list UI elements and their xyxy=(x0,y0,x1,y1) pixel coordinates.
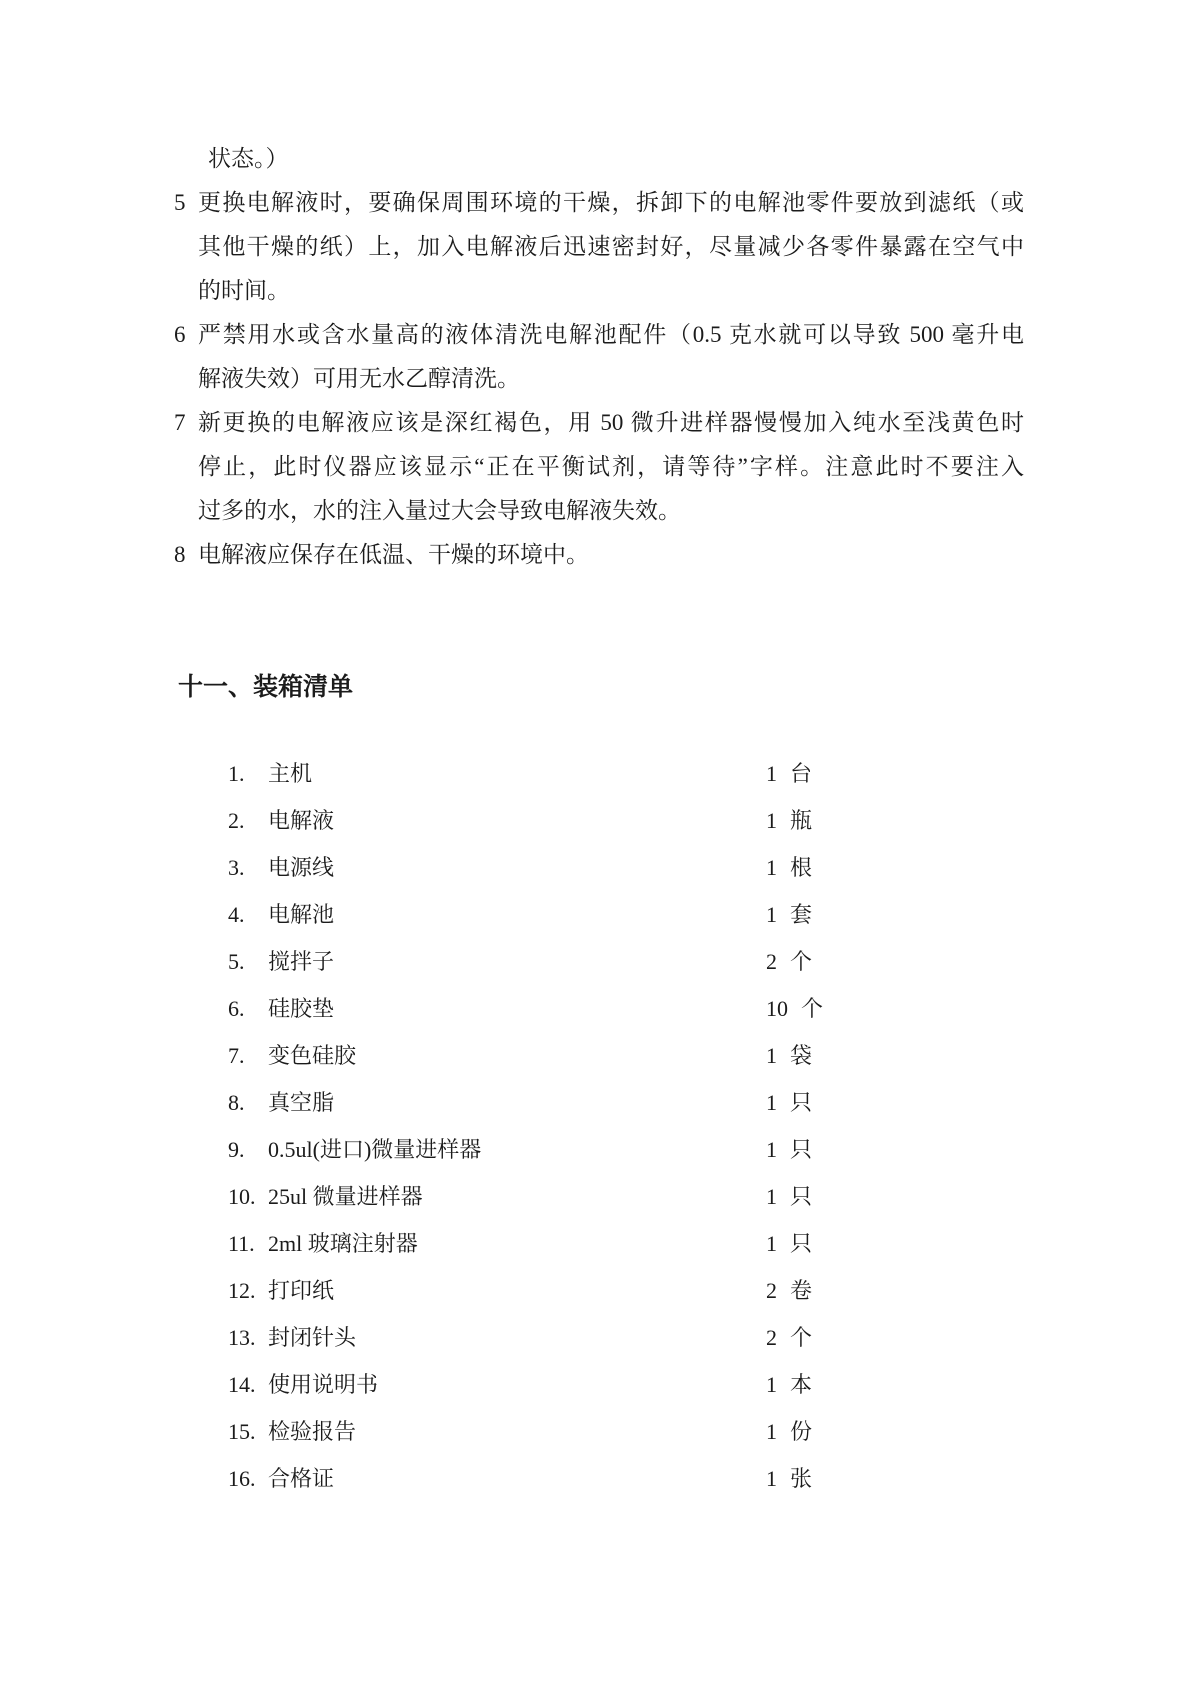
item-name: 封闭针头 xyxy=(268,1325,357,1350)
item-name: 电解池 xyxy=(268,902,335,927)
packing-list-row xyxy=(228,1032,1028,1079)
item-quantity-count: 1 xyxy=(766,1231,777,1256)
item-quantity-unit: 只 xyxy=(790,1231,813,1256)
packing-list-row xyxy=(228,1314,1028,1361)
item-index: 4. xyxy=(228,902,245,927)
note-line: 状态。） xyxy=(208,146,289,171)
item-quantity-count: 2 xyxy=(766,949,777,974)
item-index: 14. xyxy=(228,1372,256,1397)
item-name: 2ml 玻璃注射器 xyxy=(268,1231,418,1256)
item-quantity-unit: 卷 xyxy=(790,1278,813,1303)
item-name: 变色硅胶 xyxy=(268,1043,357,1068)
packing-list-row xyxy=(228,797,1028,844)
item-quantity-unit: 张 xyxy=(790,1466,813,1491)
note-line: 的时间。 xyxy=(198,278,290,303)
packing-list-row xyxy=(228,1267,1028,1314)
item-quantity-count: 1 xyxy=(766,855,777,880)
note-line: 其他干燥的纸）上，加入电解液后迅速密封好，尽量减少各零件暴露在空气中 xyxy=(198,234,1024,259)
packing-list-row xyxy=(228,891,1028,938)
note-line: 过多的水，水的注入量过大会导致电解液失效。 xyxy=(198,498,681,523)
item-index: 2. xyxy=(228,808,245,833)
note-number: 7 xyxy=(174,410,186,435)
item-quantity-unit: 根 xyxy=(790,855,813,880)
item-name: 0.5ul(进口)微量进样器 xyxy=(268,1137,482,1162)
note-number: 8 xyxy=(174,542,186,567)
item-quantity-unit: 袋 xyxy=(790,1043,813,1068)
item-quantity-count: 1 xyxy=(766,808,777,833)
note-line: 更换电解液时，要确保周围环境的干燥，拆卸下的电解池零件要放到滤纸（或 xyxy=(198,190,1024,215)
item-name: 搅拌子 xyxy=(268,949,335,974)
item-index: 6. xyxy=(228,996,245,1021)
item-index: 10. xyxy=(228,1184,256,1209)
item-name: 使用说明书 xyxy=(268,1372,379,1397)
item-name: 主机 xyxy=(268,761,313,786)
packing-list-row xyxy=(228,1408,1028,1455)
item-index: 7. xyxy=(228,1043,245,1068)
item-quantity xyxy=(766,985,823,1032)
item-quantity-count: 1 xyxy=(766,1466,777,1491)
item-quantity xyxy=(766,891,812,938)
packing-list-row xyxy=(228,985,1028,1032)
item-quantity-count: 1 xyxy=(766,1419,777,1444)
item-index: 12. xyxy=(228,1278,256,1303)
item-quantity-unit: 个 xyxy=(801,996,824,1021)
item-quantity xyxy=(766,1173,812,1220)
item-name: 打印纸 xyxy=(268,1278,335,1303)
packing-list-row xyxy=(228,938,1028,985)
item-index: 3. xyxy=(228,855,245,880)
item-quantity-count: 1 xyxy=(766,1137,777,1162)
note-line: 电解液应保存在低温、干燥的环境中。 xyxy=(198,542,589,567)
item-quantity xyxy=(766,750,812,797)
note-line: 解液失效）可用无水乙醇清洗。 xyxy=(198,366,520,391)
item-quantity-count: 1 xyxy=(766,1090,777,1115)
item-name: 检验报告 xyxy=(268,1419,357,1444)
item-index: 15. xyxy=(228,1419,256,1444)
note-paragraph xyxy=(174,181,1024,313)
item-quantity xyxy=(766,1408,812,1455)
item-quantity-unit: 只 xyxy=(790,1184,813,1209)
packing-list-row xyxy=(228,750,1028,797)
item-quantity-unit: 只 xyxy=(790,1090,813,1115)
item-quantity-unit: 台 xyxy=(790,761,813,786)
item-quantity xyxy=(766,1361,812,1408)
packing-list-row xyxy=(228,1079,1028,1126)
item-index: 5. xyxy=(228,949,245,974)
item-quantity xyxy=(766,1220,812,1267)
item-quantity-count: 1 xyxy=(766,761,777,786)
item-quantity xyxy=(766,1032,812,1079)
item-quantity-count: 10 xyxy=(766,996,788,1021)
item-index: 16. xyxy=(228,1466,256,1491)
item-quantity xyxy=(766,1314,812,1361)
item-name: 25ul 微量进样器 xyxy=(268,1184,423,1209)
item-index: 11. xyxy=(228,1231,255,1256)
item-quantity-unit: 瓶 xyxy=(790,808,813,833)
item-quantity-unit: 套 xyxy=(790,902,813,927)
item-quantity-unit: 份 xyxy=(790,1419,813,1444)
note-line: 新更换的电解液应该是深红褐色，用 50 微升进样器慢慢加入纯水至浅黄色时 xyxy=(198,410,1024,435)
note-line: 停止，此时仪器应该显示“正在平衡试剂，请等待”字样。注意此时不要注入 xyxy=(198,454,1024,479)
note-number: 5 xyxy=(174,190,186,215)
item-quantity-unit: 个 xyxy=(790,1325,813,1350)
item-quantity-unit: 本 xyxy=(790,1372,813,1397)
item-name: 合格证 xyxy=(268,1466,335,1491)
item-quantity-count: 1 xyxy=(766,1043,777,1068)
note-number: 6 xyxy=(174,322,186,347)
packing-list-row xyxy=(228,844,1028,891)
item-quantity-count: 1 xyxy=(766,1184,777,1209)
item-name: 硅胶垫 xyxy=(268,996,335,1021)
item-quantity xyxy=(766,1079,812,1126)
note-paragraph xyxy=(174,313,1024,401)
item-index: 13. xyxy=(228,1325,256,1350)
item-quantity xyxy=(766,797,812,844)
packing-list-row xyxy=(228,1173,1028,1220)
packing-list xyxy=(228,750,1028,1502)
item-quantity xyxy=(766,844,812,891)
item-quantity-count: 1 xyxy=(766,1372,777,1397)
packing-list-row xyxy=(228,1126,1028,1173)
item-index: 1. xyxy=(228,761,245,786)
packing-list-heading: 十一、装箱清单 xyxy=(178,674,354,701)
note-paragraph xyxy=(174,137,1024,181)
note-paragraph xyxy=(174,401,1024,533)
item-index: 8. xyxy=(228,1090,245,1115)
item-name: 电解液 xyxy=(268,808,335,833)
item-quantity-unit: 个 xyxy=(790,949,813,974)
item-quantity xyxy=(766,1455,812,1502)
item-quantity xyxy=(766,938,812,985)
item-quantity-count: 2 xyxy=(766,1325,777,1350)
item-quantity xyxy=(766,1126,812,1173)
item-quantity-unit: 只 xyxy=(790,1137,813,1162)
packing-list-row xyxy=(228,1455,1028,1502)
packing-list-row xyxy=(228,1220,1028,1267)
item-index: 9. xyxy=(228,1137,245,1162)
packing-list-row xyxy=(228,1361,1028,1408)
note-paragraph xyxy=(174,533,1024,577)
note-line: 严禁用水或含水量高的液体清洗电解池配件（0.5 克水就可以导致 500 毫升电 xyxy=(198,322,1024,347)
item-quantity-count: 1 xyxy=(766,902,777,927)
item-name: 电源线 xyxy=(268,855,335,880)
item-name: 真空脂 xyxy=(268,1090,335,1115)
item-quantity xyxy=(766,1267,812,1314)
maintenance-notes xyxy=(174,137,1024,577)
item-quantity-count: 2 xyxy=(766,1278,777,1303)
